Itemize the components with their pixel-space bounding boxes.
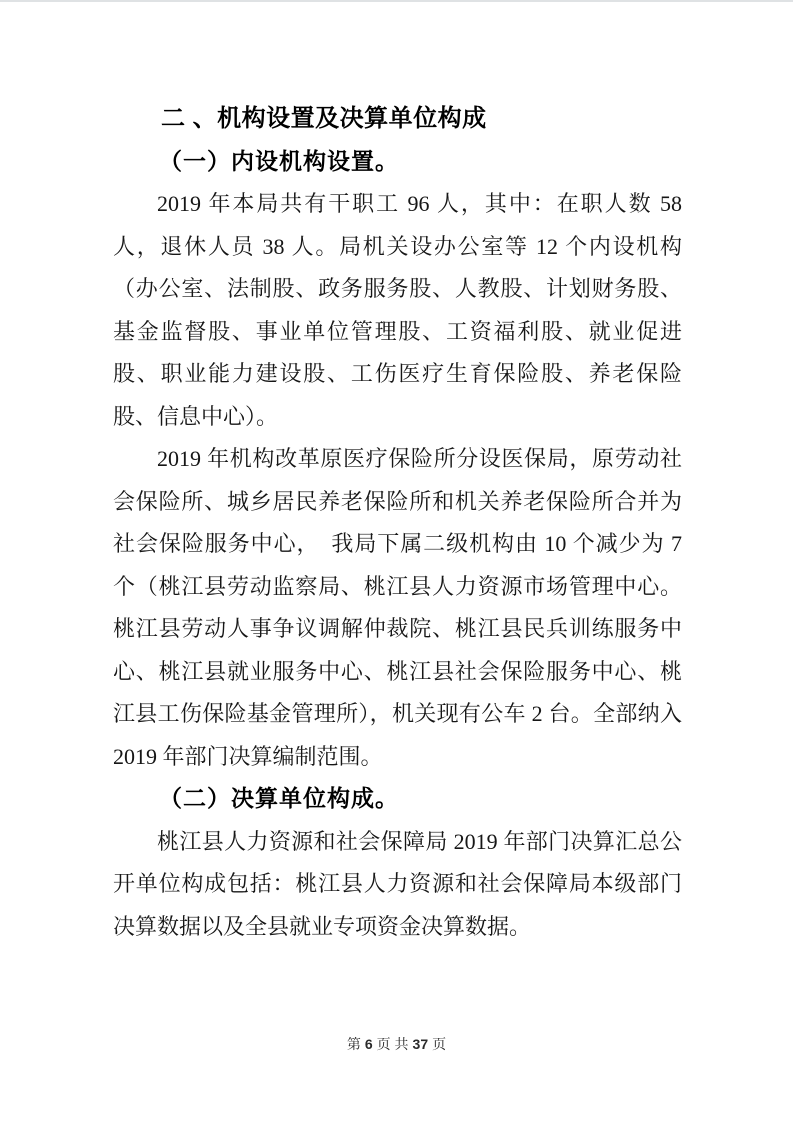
footer-total-pages: 37 xyxy=(412,1036,429,1052)
footer-label-middle: 页 共 xyxy=(376,1036,409,1052)
paragraph-final-account-units: 桃江县人力资源和社会保障局 2019 年部门决算汇总公开单位构成包括：桃江县人力资源和社会保障局本级部门决算数据以及全县就业专项资金决算数据。 xyxy=(113,828,682,939)
subsection-heading-final-account-units: （二）决算单位构成。 xyxy=(159,786,399,811)
page-footer xyxy=(0,1034,793,1054)
footer-label-suffix: 页 xyxy=(432,1036,447,1052)
footer-page-number: 6 xyxy=(364,1036,373,1052)
paragraph-staff-internal-orgs: 2019 年本局共有干职工 96 人，其中：在职人数 58 人，退休人员 38 人。局机关设办公室等 12 个内设机构（办公室、法制股、政务服务股、人教股、计划财务股、基金监督股、事业单位管理股、工资福利股、就业促进股、职业能力建设股、工伤医疗生育保险股、养老保险股、信息中心）。 xyxy=(113,191,682,429)
paragraph-2019-reform-subordinate-units: 2019 年机构改革原医疗保险所分设医保局，原劳动社会保险所、城乡居民养老保险所和机关养老保险所合并为社会保险服务中心， 我局下属二级机构由 10 个减少为 7 个（桃江县劳动监察局、桃江县人力资源市场管理中心。桃江县劳动人事争议调解仲裁院、桃江县民兵训练服务中心、桃江县就业服务中心、桃江县社会保险服务中心、桃江县工伤保险基金管理所），机关现有公车 2 台。全部纳入 2019 年部门决算编制范围。 xyxy=(113,446,682,769)
footer-label-prefix: 第 xyxy=(346,1036,361,1052)
section-heading: 二 、机构设置及决算单位构成 xyxy=(161,105,487,132)
subsection-heading-internal-orgs: （一）内设机构设置。 xyxy=(159,148,399,174)
